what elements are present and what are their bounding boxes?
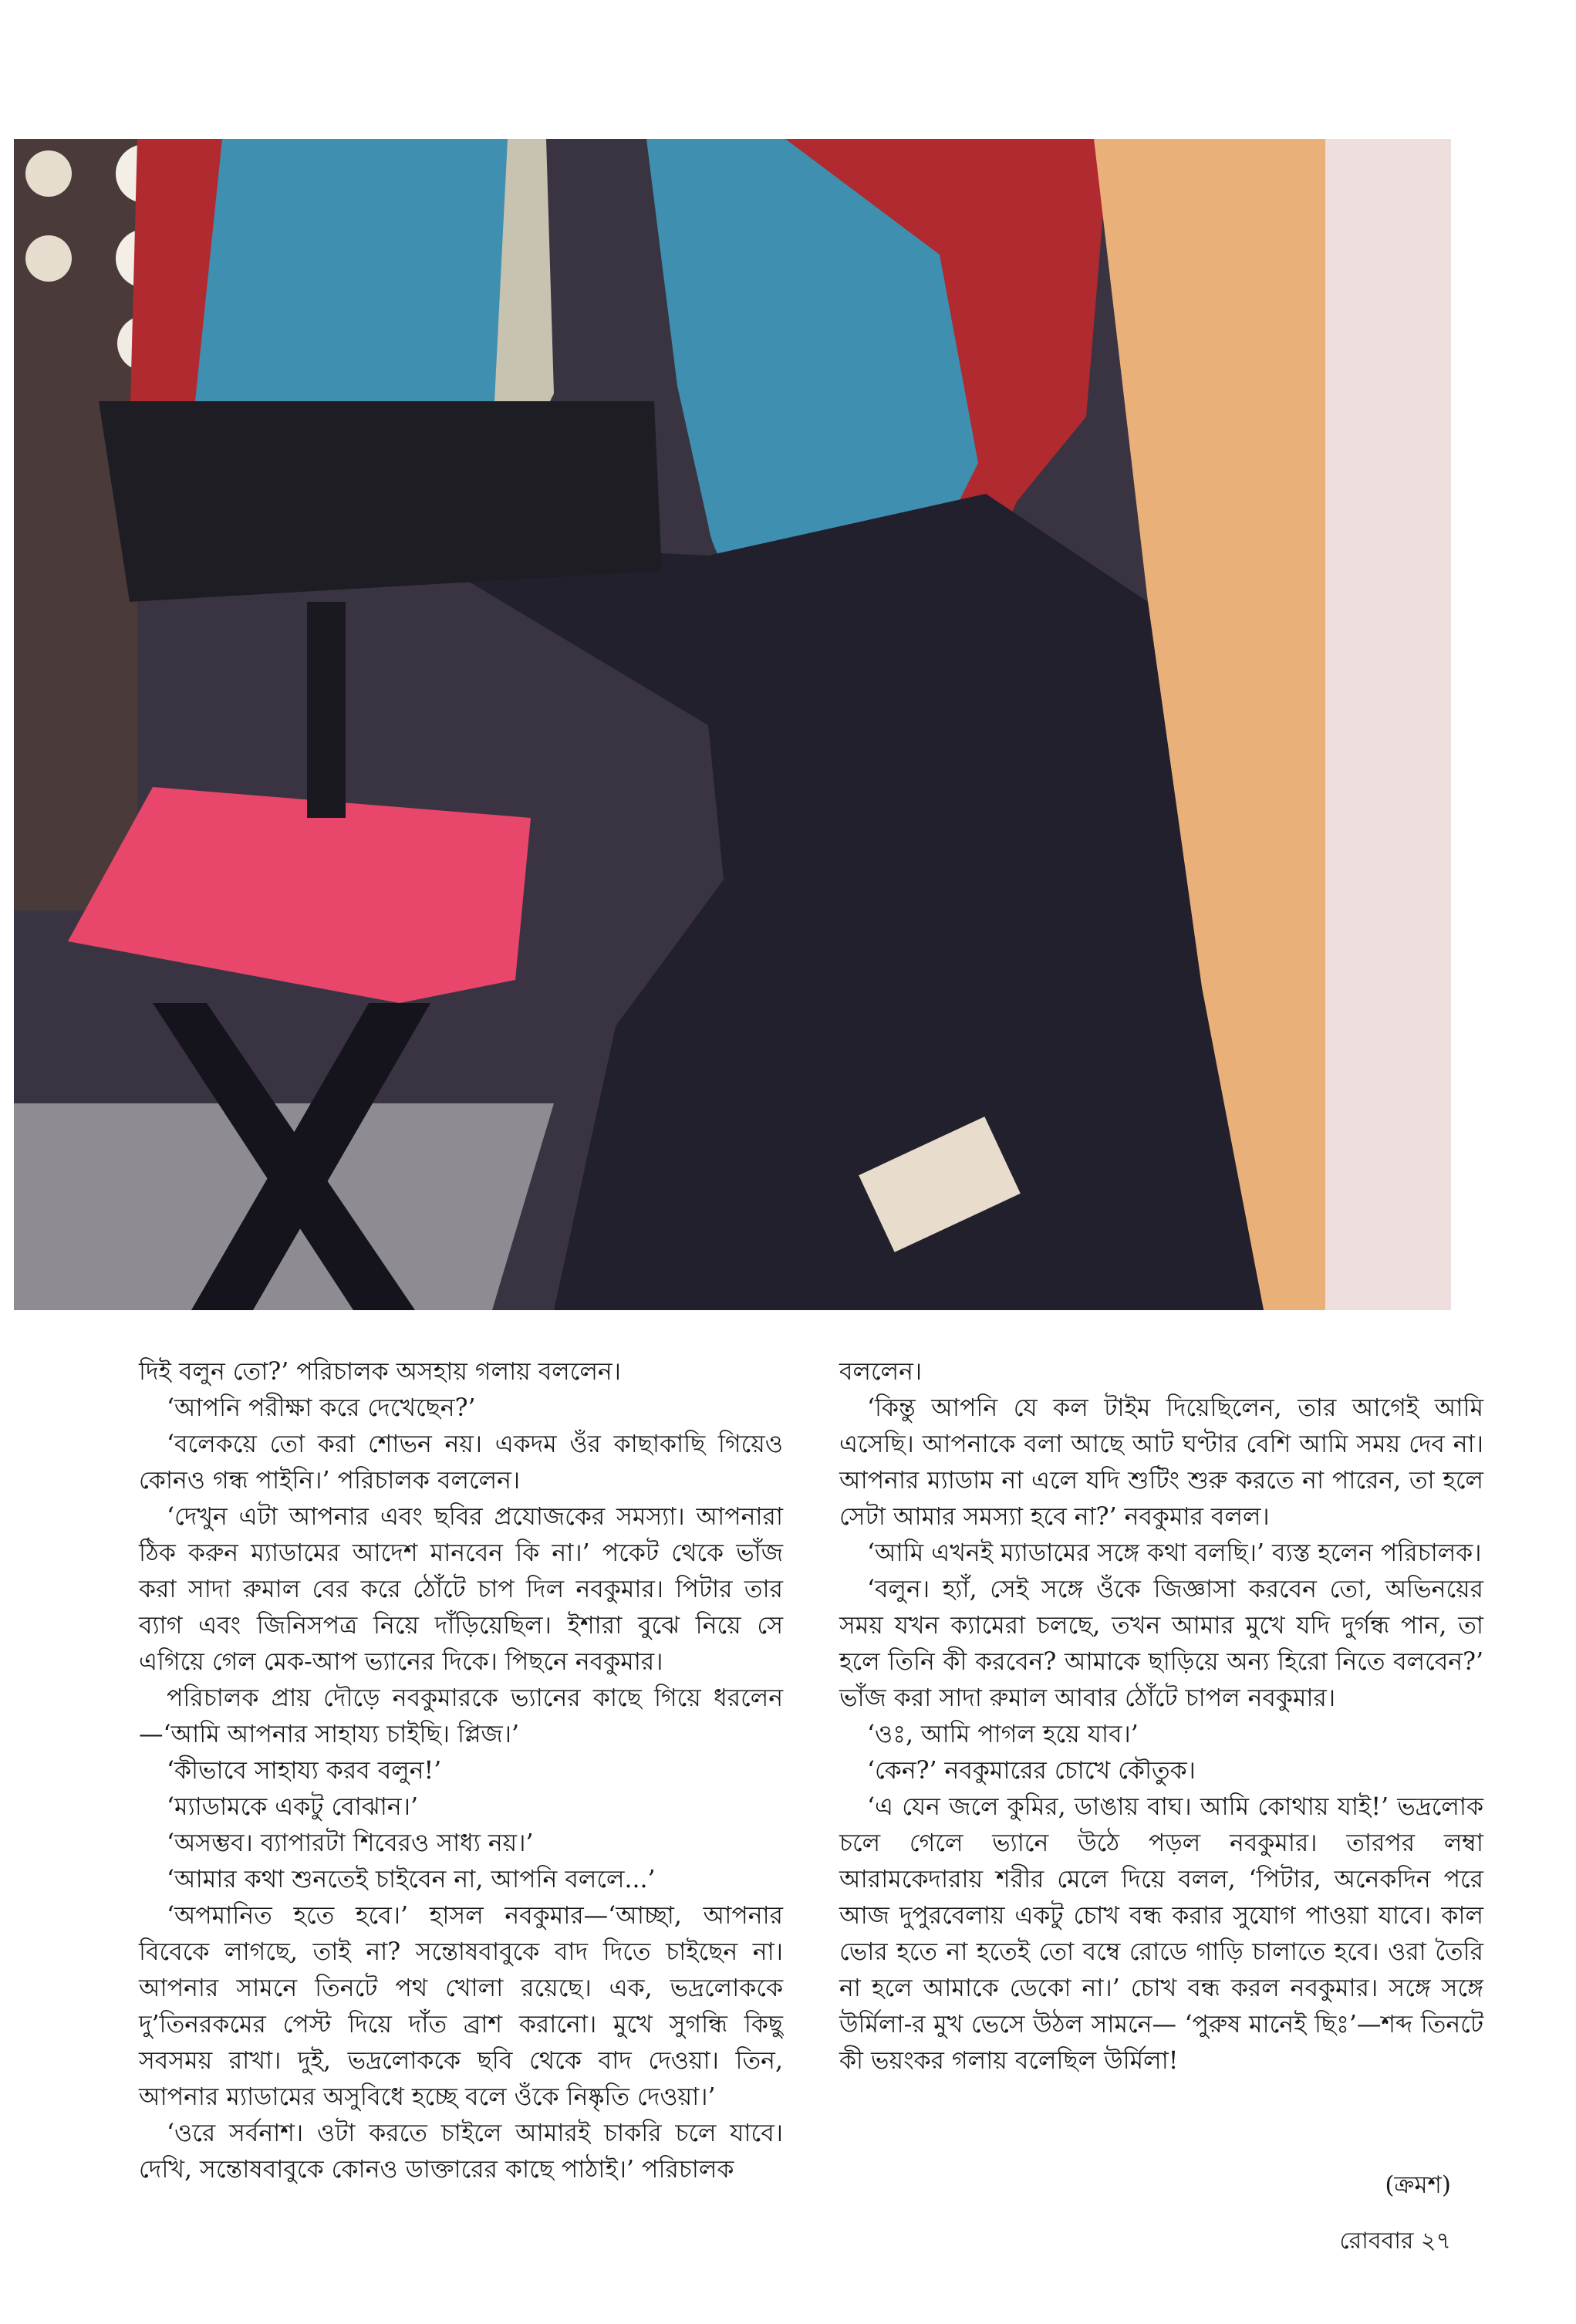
paragraph: ‘আপনি পরীক্ষা করে দেখেছেন?’ [167, 1394, 476, 1422]
chair-frame [307, 602, 346, 818]
paragraph: ‘কিন্তু আপনি যে কল টাইম দিয়েছিলেন, তার আগেই আমি এসেছি। আপনাকে বলা আছে আট ঘণ্টার বেশি আমি সময় দেব না। আপনার ম্যাডাম না এলে যদি শুটিং শুরু করতে না পারেন, তা হলে সেটা আমার সমস্যা হবে না?’ নবকুমার বলল। [839, 1394, 1483, 1531]
page-footer-label: রোববার ২৭ [1339, 2228, 1451, 2255]
paragraph: ‘অসম্ভব। ব্যাপারটা শিবেরও সাধ্য নয়।’ [167, 1829, 534, 1857]
paragraph: বললেন। [839, 1358, 923, 1386]
mirror-bulb [25, 150, 72, 197]
paragraph: ‘বলেকয়ে তো করা শোভন নয়। একদম ওঁর কাছাকাছি গিয়েও কোনও গন্ধ পাইনি।’ পরিচালক বললেন। [139, 1431, 783, 1495]
paragraph: দিই বলুন তো?’ পরিচালক অসহায় গলায় বললেন। [139, 1358, 621, 1386]
paragraph: ‘কেন?’ নবকুমারের চোখে কৌতুক। [867, 1757, 1196, 1785]
paragraph: ‘বলুন। হ্যাঁ, সেই সঙ্গে ওঁকে জিজ্ঞাসা করবেন তো, অভিনয়ের সময় যখন ক্যামেরা চলছে, তখন আমার মুখে যদি দুর্গন্ধ পান, তা হলে তিনি কী করবেন? আমাকে ছাড়িয়ে অন্য হিরো নিতে বলবেন?’ ভাঁজ করা সাদা রুমাল আবার ঠোঁটে চাপল নবকুমার। [839, 1576, 1483, 1712]
paragraph: ‘অপমানিত হতে হবে।’ হাসল নবকুমার—‘আচ্ছা, আপনার বিবেকে লাগছে, তাই না? সন্তোষবাবুকে বাদ দিতে চাইছেন না। আপনার সামনে তিনটে পথ খোলা রয়েছে। এক, ভদ্রলোককে দু’তিনরকমের পেস্ট দিয়ে দাঁত ব্রাশ করানো। মুখে সুগন্ধি কিছু সবসময় রাখা। দুই, ভদ্রলোককে ছবি থেকে বাদ দেওয়া। তিন, আপনার ম্যাডামের অসুবিধে হচ্ছে বলে ওঁকে নিষ্কৃতি দেওয়া।’ [139, 1902, 783, 2111]
window-left [194, 139, 508, 440]
paragraph: ‘ওঃ, আমি পাগল হয়ে যাব।’ [867, 1721, 1139, 1748]
article-left-column [139, 1354, 783, 2188]
chair-back [99, 401, 662, 602]
paragraph: পরিচালক প্রায় দৌড়ে নবকুমারকে ভ্যানের কাছে গিয়ে ধরলেন—‘আমি আপনার সাহায্য চাইছি। প্লিজ।’ [139, 1684, 783, 1748]
dressing-room-illustration [14, 139, 1451, 1310]
paragraph: ‘আমি এখনই ম্যাডামের সঙ্গে কথা বলছি।’ ব্যস্ত হলেন পরিচালক। [867, 1539, 1482, 1567]
paragraph: ‘ম্যাডামকে একটু বোঝান।’ [167, 1793, 418, 1821]
mirror-bulb [25, 235, 72, 282]
paragraph: ‘কীভাবে সাহায্য করব বলুন!’ [167, 1757, 442, 1785]
paragraph: ‘ওরে সর্বনাশ। ওটা করতে চাইলে আমারই চাকরি চলে যাবে। দেখি, সন্তোষবাবুকে কোনও ডাক্তারের কাছে পাঠাই।’ পরিচালক [139, 2120, 783, 2184]
serial-continued-note: (ক্রমশ) [1385, 2171, 1451, 2199]
paragraph: ‘দেখুন এটা আপনার এবং ছবির প্রযোজকের সমস্যা। আপনারা ঠিক করুন ম্যাডামের আদেশ মানবেন কি না।’ পকেট থেকে ভাঁজ করা সাদা রুমাল বের করে ঠোঁটে চাপ দিল নবকুমার। পিটার তার ব্যাগ এবং জিনিসপত্র নিয়ে দাঁড়িয়েছিল। ইশারা বুঝে নিয়ে সে এগিয়ে গেল মেক-আপ ভ্যানের দিকে। পিছনে নবকুমার। [139, 1503, 783, 1676]
article-right-column [839, 1354, 1483, 2079]
paragraph: ‘এ যেন জলে কুমির, ডাঙায় বাঘ। আমি কোথায় যাই!’ ভদ্রলোক চলে গেলে ভ্যানে উঠে পড়ল নবকুমার। তারপর লম্বা আরামকেদারায় শরীর মেলে দিয়ে বলল, ‘পিটার, অনেকদিন পরে আজ দুপুরবেলায় একটু চোখ বন্ধ করার সুযোগ পাওয়া যাবে। কাল ভোর হতে না হতেই তো বম্বে রোডে গাড়ি চালাতে হবে। ওরা তৈরি না হলে আমাকে ডেকো না।’ চোখ বন্ধ করল নবকুমার। সঙ্গে সঙ্গে উর্মিলা-র মুখ ভেসে উঠল সামনে— ‘পুরুষ মানেই ছিঃ’—শব্দ তিনটে কী ভয়ংকর গলায় বলেছিল উর্মিলা! [839, 1793, 1483, 2075]
paragraph: ‘আমার কথা শুনতেই চাইবেন না, আপনি বললে...’ [167, 1866, 656, 1893]
wall-highlight [1325, 139, 1451, 1310]
